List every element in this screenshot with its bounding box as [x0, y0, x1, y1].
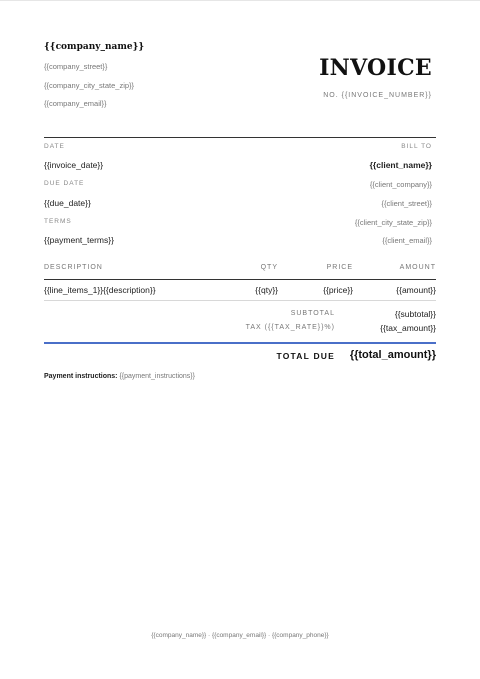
- subtotal-label: SUBTOTAL: [290, 310, 335, 317]
- client-name: {{client_name}}: [369, 160, 432, 170]
- line-item-amount: {{amount}}: [396, 285, 436, 295]
- invoice-date: {{invoice_date}}: [44, 160, 104, 170]
- due-date: {{due_date}}: [44, 198, 91, 208]
- client-street: {{client_street}}: [381, 199, 432, 208]
- col-header-amount: AMOUNT: [399, 264, 436, 271]
- total-rule: [44, 342, 436, 344]
- page-top-border: [0, 0, 480, 1]
- col-header-description: DESCRIPTION: [44, 264, 103, 271]
- client-email: {{client_email}}: [382, 236, 432, 245]
- payment-terms: {{payment_terms}}: [44, 235, 114, 245]
- col-header-qty: QTY: [260, 264, 278, 271]
- payment-instructions-value: {{payment_instructions}}: [119, 373, 195, 380]
- col-header-price: PRICE: [326, 264, 353, 271]
- payment-instructions: [44, 373, 195, 380]
- table-bottom-rule: [44, 300, 436, 301]
- tax-value: {{tax_amount}}: [380, 323, 436, 333]
- total-due-value: {{total_amount}}: [349, 349, 436, 361]
- tax-label: TAX ({{TAX_RATE}}%): [245, 324, 335, 331]
- line-item-price: {{price}}: [323, 285, 353, 295]
- due-date-label: DUE DATE: [44, 180, 85, 187]
- terms-label: TERMS: [44, 218, 72, 225]
- invoice-number: NO. {{INVOICE_NUMBER}}: [323, 92, 432, 99]
- company-email: {{company_email}}: [44, 99, 107, 108]
- line-item-description: {{line_items_1}}{{description}}: [44, 285, 156, 295]
- total-due-label: TOTAL DUE: [276, 351, 335, 361]
- company-city-state-zip: {{company_city_state_zip}}: [44, 81, 135, 90]
- client-company: {{client_company}}: [369, 180, 432, 189]
- line-item-qty: {{qty}}: [255, 285, 278, 295]
- table-header-rule: [44, 279, 436, 280]
- footer-contact: {{company_name}} · {{company_email}} · {{company_phone}}: [151, 632, 329, 639]
- company-street: {{company_street}}: [44, 62, 108, 71]
- subtotal-value: {{subtotal}}: [394, 309, 436, 319]
- details-top-rule: [44, 137, 436, 138]
- date-label: DATE: [44, 143, 65, 150]
- invoice-title: INVOICE: [319, 55, 432, 81]
- bill-to-label: BILL TO: [401, 143, 432, 150]
- client-city-state-zip: {{client_city_state_zip}}: [354, 218, 432, 227]
- company-name: {{company_name}}: [44, 42, 145, 52]
- payment-instructions-label: Payment instructions:: [44, 373, 118, 380]
